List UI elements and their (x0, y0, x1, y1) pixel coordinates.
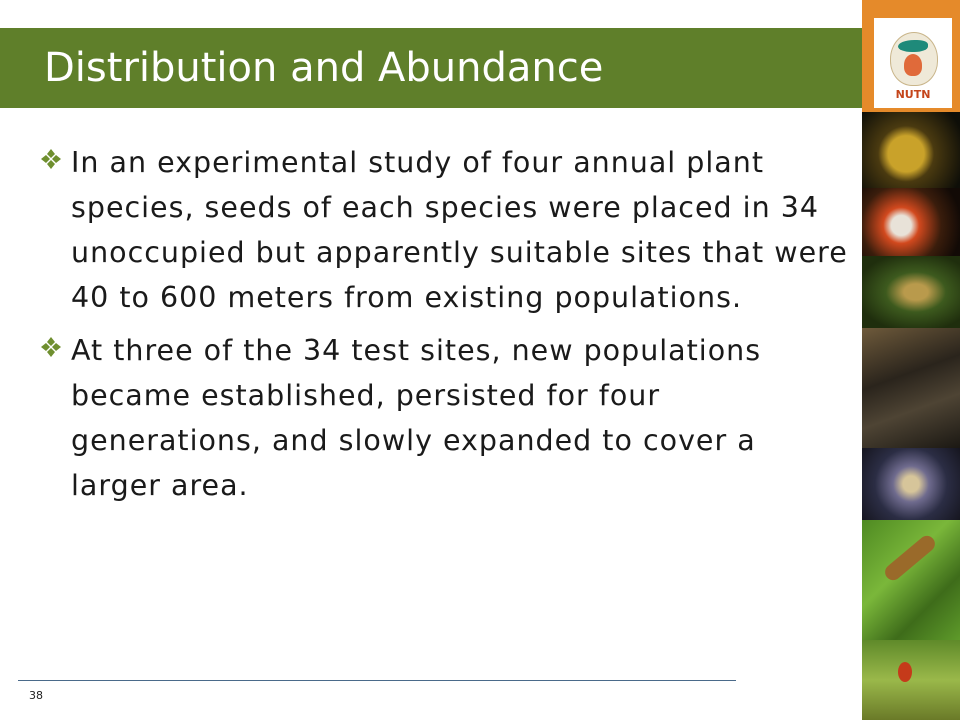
red-throated-frog-photo (862, 188, 960, 256)
bullet-text: In an experimental study of four annual plant species, seeds of each species were placed in 34 unoccupied but apparently suitable sites that were 40 to 600 meters from existing populations. (71, 146, 848, 314)
marmoset-photo (862, 328, 960, 448)
brown-frog-photo (862, 256, 960, 328)
octopus-photo (862, 448, 960, 520)
diamond-bullet-icon (40, 148, 62, 170)
logo-panel (862, 0, 960, 112)
frog-photo (862, 112, 960, 188)
diamond-bullet-icon (40, 336, 62, 358)
beetles-photo (862, 640, 960, 720)
bullet-text: At three of the 34 test sites, new populations became established, persisted for four generations, and slowly expanded to cover a larger area. (71, 334, 762, 502)
bullet-list (40, 140, 850, 516)
footer-divider (18, 680, 736, 681)
salamander-photo (862, 520, 960, 640)
university-logo-icon (874, 18, 952, 108)
bullet-item (40, 328, 850, 508)
page-number: 38 (29, 689, 43, 702)
logo-flame-icon (904, 54, 922, 76)
logo-text: NUTN (895, 88, 931, 101)
logo-bird-icon (898, 40, 928, 52)
bullet-item (40, 140, 850, 320)
slide-title: Distribution and Abundance (44, 45, 604, 91)
